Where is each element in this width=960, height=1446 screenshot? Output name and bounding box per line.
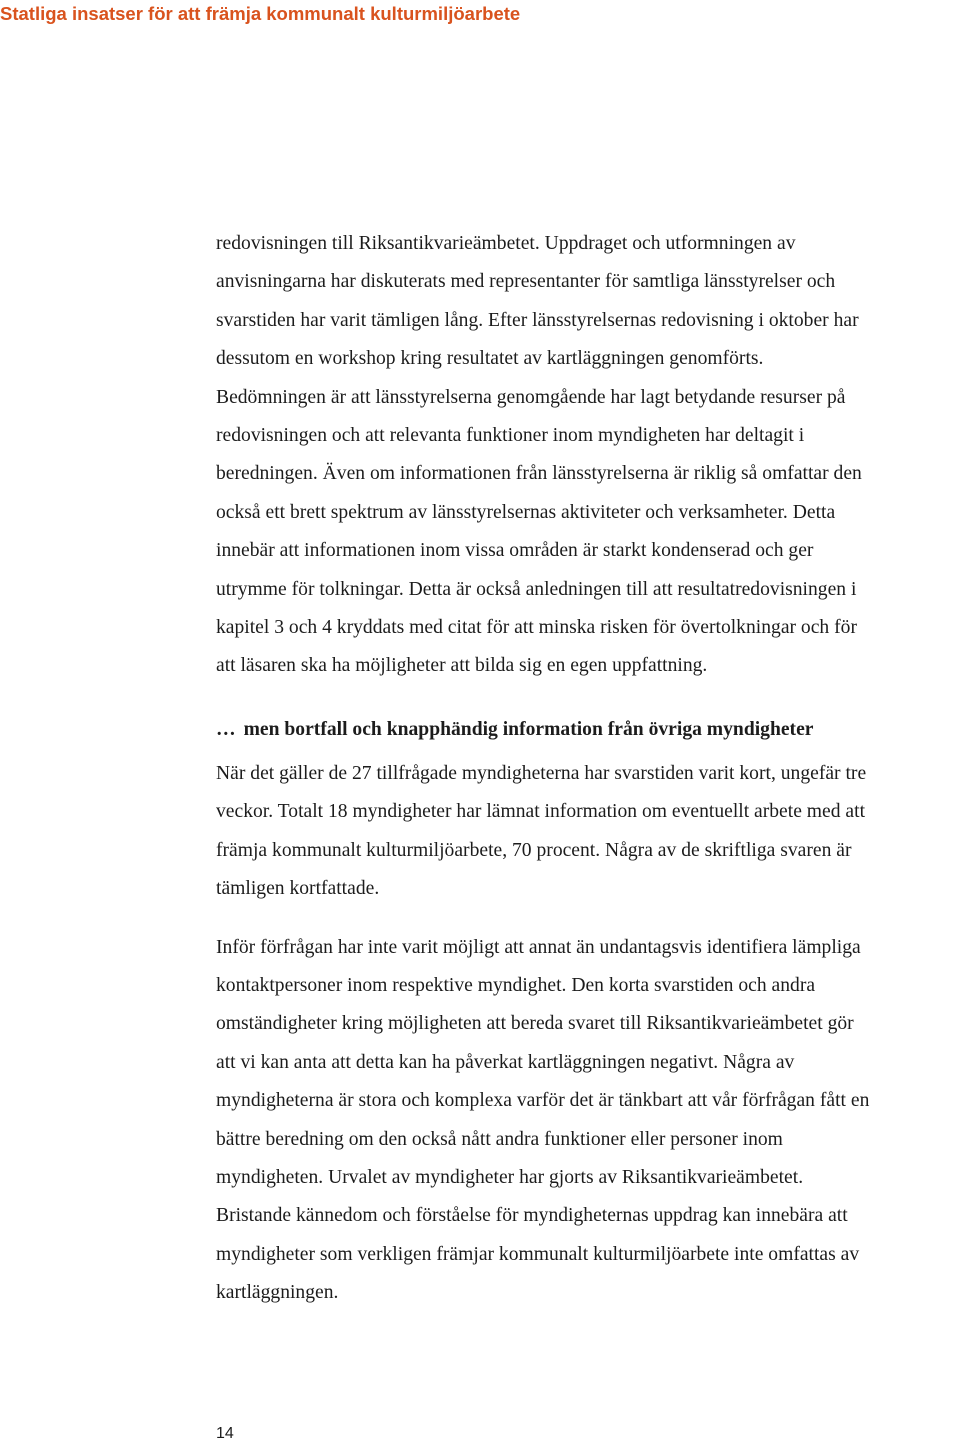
page-number: 14 [216,1425,234,1442]
page-header-title: Statliga insatser för att främja kommunalt kulturmiljöarbete [0,3,521,24]
body-paragraph: redovisningen till Riksantikvarieämbetet. Uppdraget och utformningen av anvisningarna har diskuterats med representanter för samtliga länsstyrelser och svarstiden har varit tämligen lång. Efter länsstyrelsernas redovisning i oktober har dessutom en workshop kring resultatet av kartläggningen genomförts. Bedömningen är att länsstyrelserna genomgående har lagt betydande resurser på redovisningen och att relevanta funktioner inom myndigheten har deltagit i beredningen. Även om informationen från länsstyrelserna är riklig så omfattar den också ett brett spektrum av länsstyrelsernas aktiviteter och verksamheter. Detta innebär att informationen inom vissa områden är starkt kondenserad och ger utrymme för tolkningar. Detta är också anledningen till att resultatredovisningen i kapitel 3 och 4 kryddats med citat för att minska risken för övertolkningar och för att läsaren ska ha möjligheter att bilda sig en egen uppfattning. [216,233,862,677]
section-heading [216,711,960,749]
document-body [216,225,960,1313]
section-heading-ellipsis: … [216,718,236,740]
body-paragraph: När det gäller de 27 tillfrågade myndigheterna har svarstiden varit kort, ungefär tre veckor. Totalt 18 myndigheter har lämnat information om eventuellt arbete med att främja kommunalt kulturmiljöarbete, 70 procent. Några av de skriftliga svaren är tämligen kortfattade. [216,762,867,900]
body-paragraph: Inför förfrågan har inte varit möjligt att annat än undantagsvis identifiera lämpliga kontaktpersoner inom respektive myndighet. Den korta svarstiden och andra omständigheter kring möjligheten att bereda svaret till Riksantikvarieämbetet gör att vi kan anta att detta kan ha påverkat kartläggningen negativt. Några av myndigheterna är stora och komplexa varför det är tänkbart att vår förfrågan fått en bättre beredning om den också nått andra funktioner eller personer inom myndigheten. Urvalet av myndigheter har gjorts av Riksantikvarieämbetet. Bristande kännedom och förståelse för myndigheternas uppdrag kan innebära att myndigheter som verkligen främjar kommunalt kulturmiljöarbete inte omfattas av kartläggningen. [216,936,870,1304]
section-heading-text: men bortfall och knapphändig information från övriga myndigheter [243,718,814,740]
